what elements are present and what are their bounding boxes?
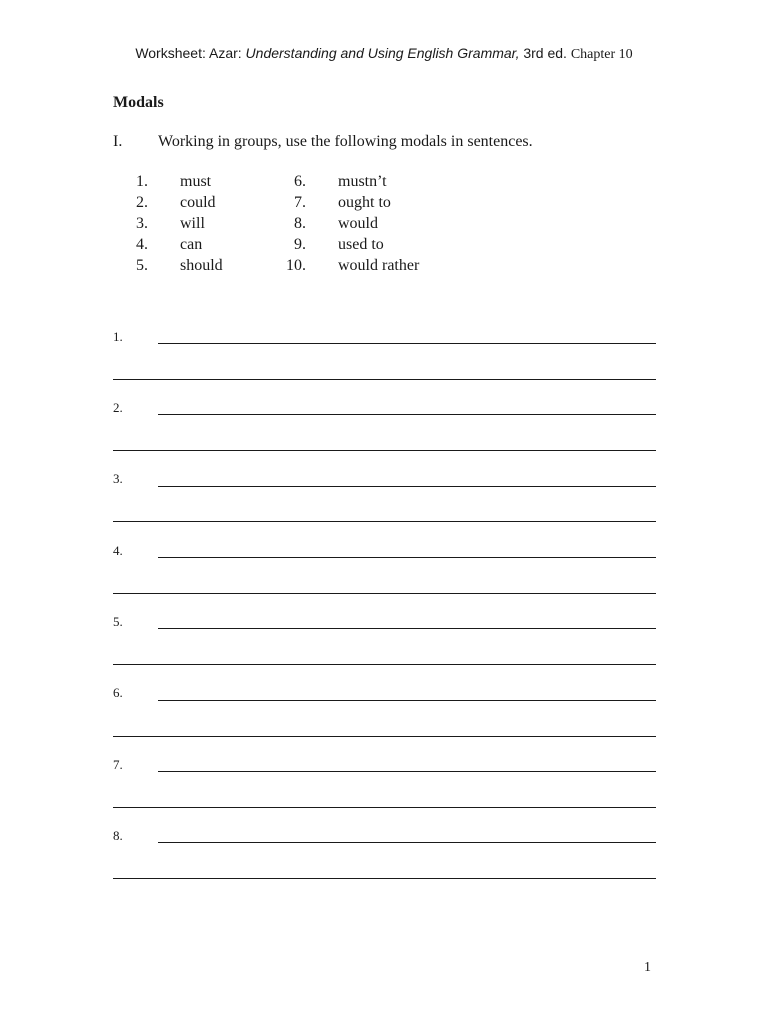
header-edition: 3rd ed.	[519, 45, 571, 61]
modal-number: 9.	[294, 236, 306, 253]
modal-number: 8.	[294, 215, 306, 232]
answer-number: 1.	[113, 329, 123, 344]
answer-line[interactable]	[113, 593, 656, 594]
answer-number: 2.	[113, 400, 123, 415]
answer-line[interactable]	[158, 557, 656, 558]
modal-number: 4.	[136, 236, 148, 253]
answer-number: 6.	[113, 685, 123, 700]
modal-number: 7.	[294, 194, 306, 211]
modal-word: could	[180, 194, 216, 211]
answer-number: 3.	[113, 471, 123, 486]
section-instruction: Working in groups, use the following modals in sentences.	[158, 133, 533, 150]
answer-line[interactable]	[113, 878, 656, 879]
answer-line[interactable]	[113, 664, 656, 665]
header-book-title: Understanding and Using English Grammar,	[245, 45, 520, 61]
modal-word: used to	[338, 236, 384, 253]
modal-number: 6.	[294, 173, 306, 190]
page-title: Modals	[113, 94, 164, 111]
answer-number: 7.	[113, 757, 123, 772]
modal-word: will	[180, 215, 205, 232]
answer-line[interactable]	[158, 486, 656, 487]
answer-line[interactable]	[158, 343, 656, 344]
modal-word: would	[338, 215, 378, 232]
answer-number: 4.	[113, 543, 123, 558]
page-number: 1	[644, 960, 651, 975]
answer-number: 8.	[113, 828, 123, 843]
modal-number: 3.	[136, 215, 148, 232]
page-header	[0, 45, 768, 63]
section-number: I.	[113, 133, 123, 150]
modal-number: 1.	[136, 173, 148, 190]
modal-word: ought to	[338, 194, 391, 211]
modal-number: 5.	[136, 257, 148, 274]
header-prefix: Worksheet: Azar:	[135, 45, 246, 61]
modal-word: should	[180, 257, 223, 274]
modal-number: 2.	[136, 194, 148, 211]
answer-line[interactable]	[158, 771, 656, 772]
answer-number: 5.	[113, 614, 123, 629]
modal-word: must	[180, 173, 212, 190]
answer-line[interactable]	[158, 628, 656, 629]
answer-line[interactable]	[113, 736, 656, 737]
answer-line[interactable]	[158, 414, 656, 415]
modal-number: 10.	[286, 257, 306, 274]
answer-line[interactable]	[113, 521, 656, 522]
header-chapter: Chapter 10	[570, 47, 633, 62]
modal-word: would rather	[338, 257, 420, 274]
answer-line[interactable]	[113, 450, 656, 451]
modal-word: mustn’t	[338, 173, 387, 190]
answer-line[interactable]	[158, 842, 656, 843]
answer-line[interactable]	[113, 807, 656, 808]
modal-word: can	[180, 236, 203, 253]
answer-line[interactable]	[158, 700, 656, 701]
answer-line[interactable]	[113, 379, 656, 380]
